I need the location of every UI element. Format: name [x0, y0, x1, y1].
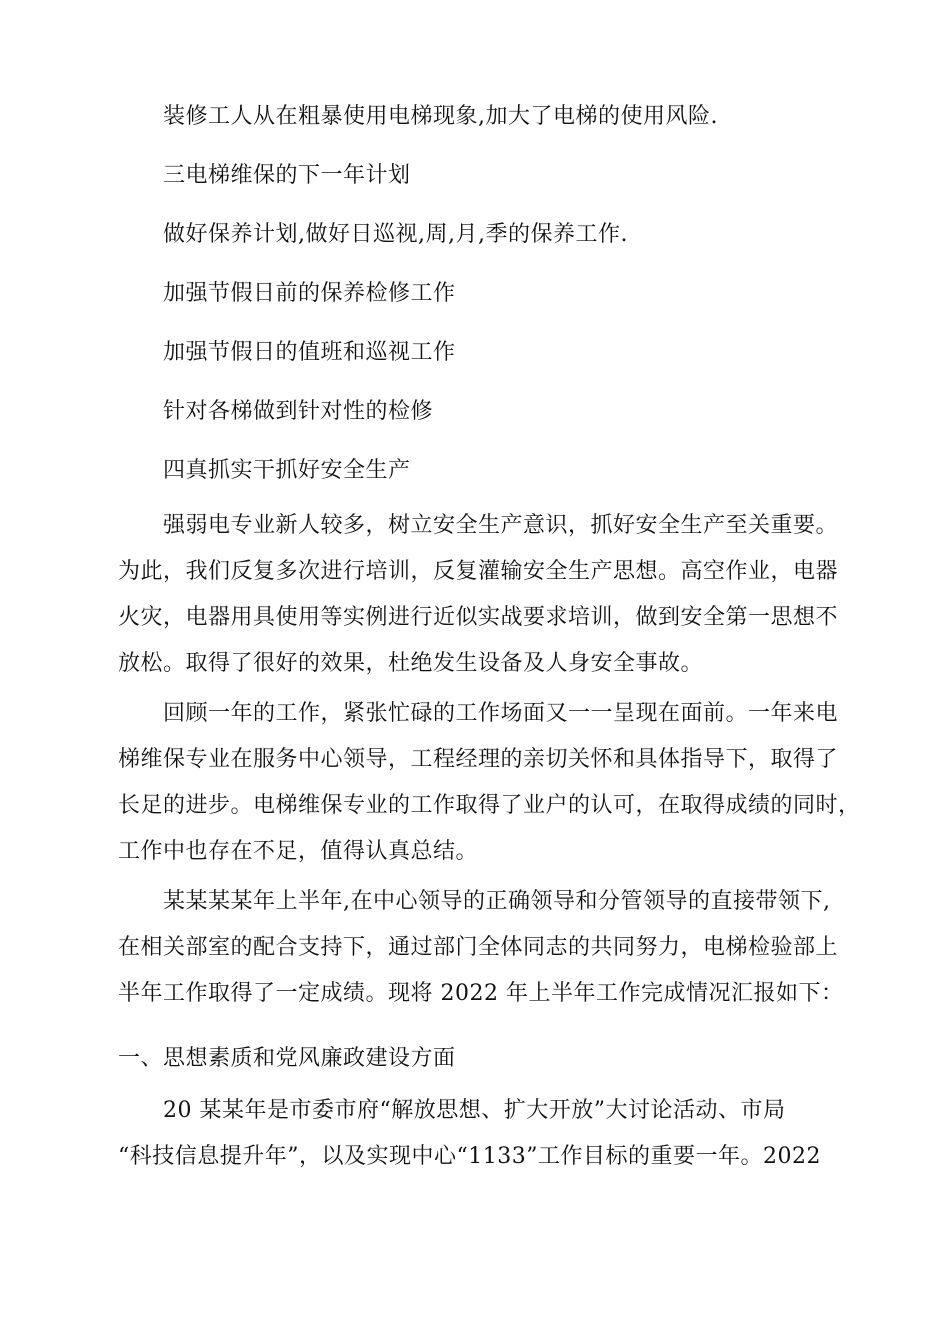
- list-line-2: 三电梯维保的下一年计划: [163, 163, 411, 188]
- list-line-7: 四真抓实干抓好安全生产: [163, 458, 411, 483]
- paragraph-ideology: [118, 1088, 842, 1180]
- paragraph-line: 火灾，电器用具使用等实例进行近似实战要求培训，做到安全第一思想不: [118, 605, 839, 630]
- paragraph-line: 在相关部室的配合支持下，通过部门全体同志的共同努力，电梯检验部上: [118, 935, 839, 960]
- paragraph-line: 梯维保专业在服务中心领导，工程经理的亲切关怀和具体指导下，取得了: [118, 747, 839, 772]
- paragraph-safety-training: [118, 503, 842, 687]
- paragraph-line: 放松。取得了很好的效果，杜绝发生设备及人身安全事故。: [118, 651, 704, 676]
- paragraph-line: “科技信息提升年”，以及实现中心“1133”工作目标的重要一年。2022: [118, 1144, 821, 1169]
- paragraph-line: 工作中也存在不足，值得认真总结。: [118, 839, 479, 864]
- list-line-6: 针对各梯做到针对性的检修: [163, 399, 434, 424]
- paragraph-line: 半年工作取得了一定成绩。现将 2022 年上半年工作完成情况汇报如下：: [118, 981, 844, 1006]
- list-line-1: 装修工人从在粗暴使用电梯现象,加大了电梯的使用风险.: [163, 104, 718, 129]
- paragraph-annual-review: [118, 691, 861, 875]
- list-line-3: 做好保养计划,做好日巡视,周,月,季的保养工作.: [163, 222, 628, 247]
- list-line-4: 加强节假日前的保养检修工作: [163, 281, 456, 306]
- paragraph-line: 为此，我们反复多次进行培训，反复灌输安全生产思想。高空作业，电器: [118, 559, 839, 584]
- list-line-5: 加强节假日的值班和巡视工作: [163, 340, 456, 365]
- paragraph-line: 长足的进步。电梯维保专业的工作取得了业户的认可，在取得成绩的同时，: [118, 793, 861, 818]
- paragraph-line: 某某某某年上半年,在中心领导的正确领导和分管领导的直接带领下,: [118, 889, 831, 914]
- paragraph-line: 回顾一年的工作，紧张忙碌的工作场面又一一呈现在面前。一年来电: [118, 701, 839, 726]
- paragraph-line: 强弱电专业新人较多，树立安全生产意识，抓好安全生产至关重要。: [118, 513, 839, 538]
- paragraph-line: 20 某某年是市委市府“解放思想、扩大开放”大讨论活动、市局: [118, 1098, 786, 1123]
- paragraph-half-year-report: [118, 879, 842, 1017]
- section-heading: 一、思想素质和党风廉政建设方面: [118, 1046, 456, 1071]
